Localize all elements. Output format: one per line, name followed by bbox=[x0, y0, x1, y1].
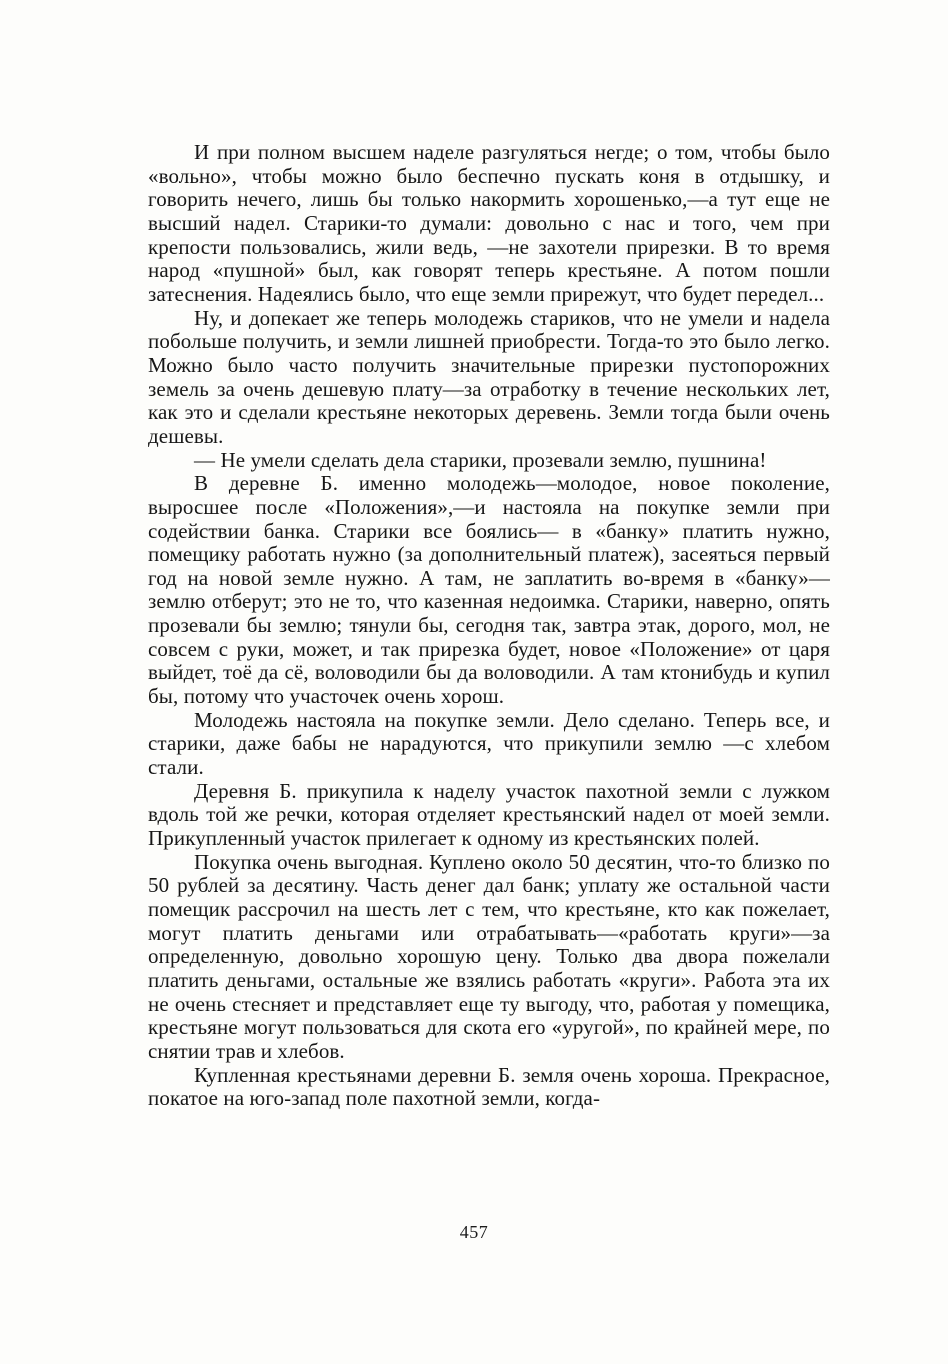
page-number: 457 bbox=[459, 1222, 489, 1242]
paragraph: В деревне Б. именно молодежь—молодое, новое поколение, выросшее после «Положения»,—и настояла на покупке земли при содействии банка. Старики все боялись— в «банку» платить нужно, помещику работать нужно (за дополнительный платеж), засеяться первый год на новой земле нужно. А там, не заплатить во-время в «банку»—землю отберут; это не то, что казенная недоимка. Старики, наверно, опять прозевали бы землю; тянули бы, сегодня так, завтра этак, дорого, мол, не совсем с руки, может, и так прирезка будет, новое «Положение» от царя выйдет, тоё да сё, воловодили бы да воловодили. А там ктонибудь и купил бы, потому что участочек очень хорош. bbox=[148, 471, 830, 709]
paragraph: Молодежь настояла на покупке земли. Дело сделано. Теперь все, и старики, даже бабы не нарадуются, что прикупили землю —с хлебом стали. bbox=[148, 707, 830, 780]
paragraph: И при полном высшем наделе разгуляться негде; о том, чтобы было «вольно», чтобы можно было беспечно пускать коня в отдышку, и говорить нечего, лишь бы только накормить хорошенько,—а тут еще не высший надел. Старики-то думали: довольно с нас и того, чем при крепости пользовались, жили ведь, —не захотели прирезки. В то время народ «пушной» был, как говорят теперь крестьяне. А потом пошли затеснения. Надеялись было, что еще земли прирежут, что будет передел... bbox=[148, 140, 830, 306]
paragraph: Деревня Б. прикупила к наделу участок пахотной земли с лужком вдоль той же речки, которая отделяет крестьянский надел от моей земли. Прикупленный участок прилегает к одному из крестьянских полей. bbox=[148, 778, 830, 851]
paragraph: Покупка очень выгодная. Куплено около 50 десятин, что-то близко по 50 рублей за десятину. Часть денег дал банк; уплату же остальной части помещик рассрочил на шесть лет с тем, что крестьяне, кто как пожелает, могут платить деньгами или отрабатывать—«работать круги»—за определенную, довольно хорошую цену. Только два двора пожелали платить деньгами, остальные же взялись работать «круги». Работа эта их не очень стесняет и представляет еще ту выгоду, что, работая у помещика, крестьяне могут пользоваться для скота его «уругой», по крайней мере, по снятии трав и хлебов. bbox=[148, 849, 830, 1063]
paragraph: — Не умели сделать дела старики, прозевали землю, пушнина! bbox=[194, 447, 767, 472]
paragraph: Купленная крестьянами деревни Б. земля очень хороша. Прекрасное, покатое на юго-запад поле пахотной земли, когда- bbox=[148, 1062, 830, 1111]
body-text bbox=[148, 141, 830, 1111]
paragraph: Ну, и допекает же теперь молодежь стариков, что не умели и надела побольше получить, и земли лишней приобрести. Тогда-то это было легко. Можно было часто получить значительные прирезки пустопорожних земель за очень дешевую плату—за отработку в течение нескольких лет, как это и сделали крестьяне некоторых деревень. Земли тогда были очень дешевы. bbox=[148, 305, 830, 448]
